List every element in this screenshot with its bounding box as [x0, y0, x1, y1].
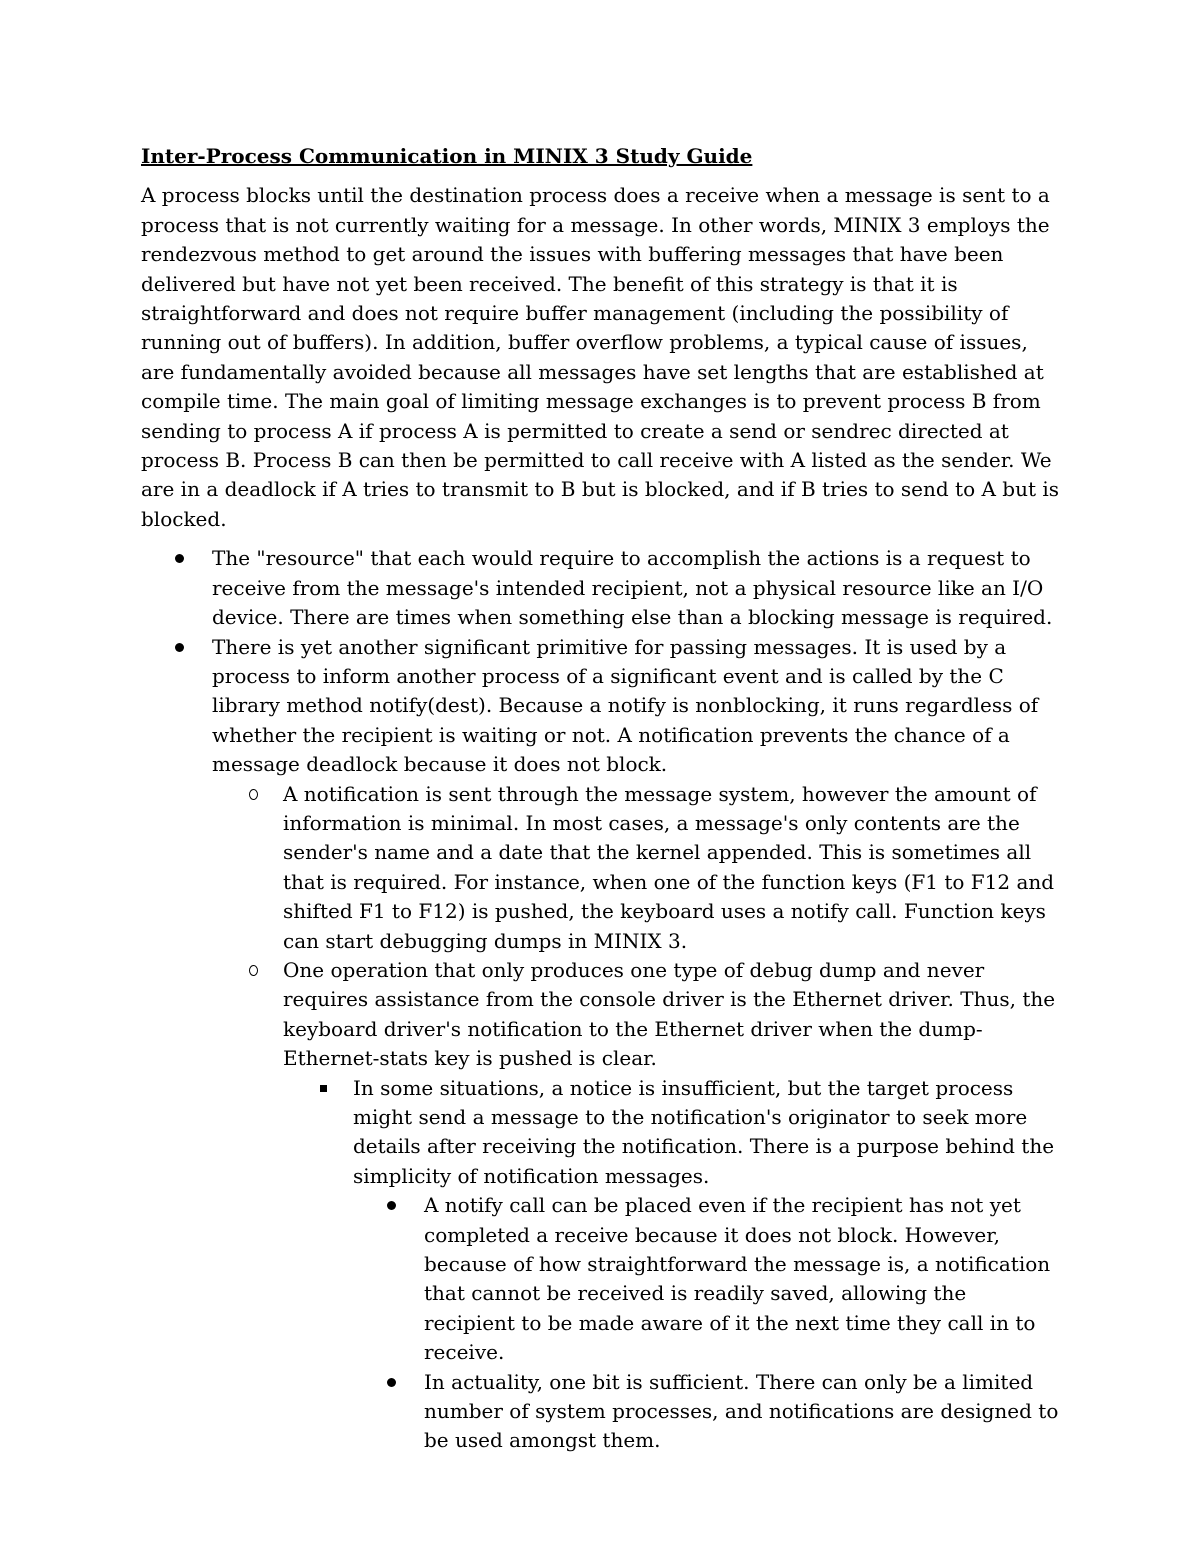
list-item-text: There is yet another significant primitive for passing messages. It is used by a process to inform another process of a significant event and is called by the C library method notify(dest). Because a notify is nonblocking, it runs regardless of whether the recipient is waiting or not. A notification prevents the chance of a message deadlock because it does not block.	[212, 634, 1039, 777]
intro-paragraph: A process blocks until the destination process does a receive when a message is sent to a process that is not currently waiting for a message. In other words, MINIX 3 employs the rendezvous method to get around the issues with buffering messages that have been delivered but have not yet been received. The benefit of this strategy is that it is straightforward and does not require buffer management (including the possibility of running out of buffers). In addition, buffer overflow problems, a typical cause of issues, are fundamentally avoided because all messages have set lengths that are established at compile time. The main goal of limiting message exchanges is to prevent process B from sending to process A if process A is permitted to create a send or sendrec directed at process B. Process B can then be permitted to call receive with A listed as the sender. We are in a deadlock if A tries to transmit to B but is blocked, and if B tries to send to A but is blocked.	[141, 183, 1060, 531]
filled-bullet-icon	[387, 1368, 401, 1397]
list-item-text: In some situations, a notice is insufficient, but the target process might send a message to the notification's originator to seek more details after receiving the notification. There is a purpose behind the simplicity of notification messages.	[353, 1075, 1055, 1188]
list-item	[141, 956, 1061, 1074]
square-bullet-icon	[319, 1074, 333, 1103]
sub-sub-bullet-list	[141, 1074, 1061, 1192]
list-item	[141, 544, 1061, 632]
list-item	[141, 1191, 1061, 1367]
document-title: Inter-Process Communication in MINIX 3 Study Guide	[141, 144, 753, 168]
list-item	[141, 1074, 1061, 1192]
level4-bullet-list	[141, 1191, 1061, 1456]
bullet-list	[141, 544, 1061, 779]
list-item-text: In actuality, one bit is sufficient. There can only be a limited number of system processes, and notifications are designed to be used amongst them.	[424, 1369, 1059, 1453]
sub-bullet-list	[141, 780, 1061, 1074]
list-item	[141, 633, 1061, 780]
filled-bullet-icon	[175, 633, 189, 662]
list-item	[141, 1368, 1061, 1456]
list-item-text: One operation that only produces one type of debug dump and never requires assistance from the console driver is the Ethernet driver. Thus, the keyboard driver's notification to the Ethernet driver when the dump-Ethernet-stats key is pushed is clear.	[283, 957, 1056, 1071]
filled-bullet-icon	[387, 1191, 401, 1220]
filled-bullet-icon	[175, 544, 189, 573]
hollow-bullet-icon	[249, 780, 263, 809]
list-item	[141, 780, 1061, 956]
list-item-text: The "resource" that each would require to accomplish the actions is a request to receive from the message's intended recipient, not a physical resource like an I/O device. There are times when something else than a blocking message is required.	[212, 546, 1053, 630]
list-item-text: A notification is sent through the message system, however the amount of information is minimal. In most cases, a message's only contents are the sender's name and a date that the kernel appended. This is sometimes all that is required. For instance, when one of the function keys (F1 to F12 and shifted F1 to F12) is pushed, the keyboard uses a notify call. Function keys can start debugging dumps in MINIX 3.	[283, 781, 1055, 953]
document-body	[141, 142, 1061, 1456]
hollow-bullet-icon	[249, 956, 263, 985]
list-item-text: A notify call can be placed even if the recipient has not yet completed a receive because it does not block. However, because of how straightforward the message is, a notification that cannot be received is readily saved, allowing the recipient to be made aware of it the next time they call in to receive.	[424, 1193, 1051, 1365]
